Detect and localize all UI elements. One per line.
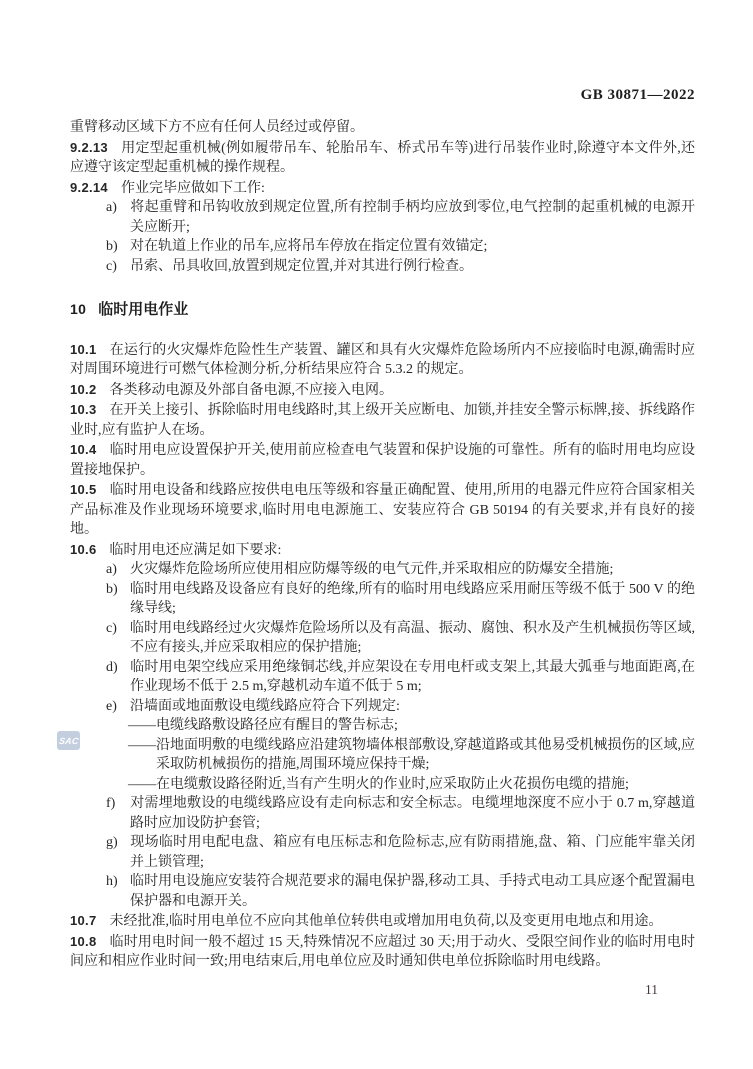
item-letter: g) xyxy=(106,835,118,850)
item-letter: d) xyxy=(106,659,118,675)
list-item xyxy=(106,198,695,237)
section-heading xyxy=(70,300,695,320)
clause xyxy=(70,911,695,932)
paragraph-text: 重臂移动区域下方不应有任何人员经过或停留。 xyxy=(70,120,364,135)
list-item xyxy=(106,237,695,257)
paragraph-text: 沿墙面或地面敷设电缆线路应符合下列规定: xyxy=(130,698,400,714)
clause xyxy=(70,138,695,178)
paragraph-text: ——沿地面明敷的电缆线路应沿建筑物墙体根部敷设,穿越道路或其他易受机械损伤的区域,应采取防机械损伤的措施,周围环境应保持干燥; xyxy=(128,737,695,772)
item-letter: b) xyxy=(106,239,118,254)
clause-number: 10.4 xyxy=(70,442,97,457)
item-letter: c) xyxy=(106,258,117,274)
paragraph-text: ——电缆线路敷设路径应有醒目的警告标志; xyxy=(128,718,398,733)
clause xyxy=(70,400,695,440)
paragraph-text: 作业完毕应做如下工作: xyxy=(120,180,265,196)
page-number: 11 xyxy=(645,982,658,997)
clause-number: 9.2.14 xyxy=(70,179,108,195)
paragraph-text: 对需埋地敷设的电缆线路应设有走向标志和安全标志。电缆埋地深度不应小于 0.7 m,穿越道路时应加设防护套管; xyxy=(130,796,695,831)
clause xyxy=(70,540,695,561)
list-item xyxy=(106,794,695,833)
paragraph-text: 未经批准,临时用电单位不应向其他单位转供电或增加用电负荷,以及变更用电地点和用途。 xyxy=(109,914,663,929)
clause xyxy=(70,440,695,480)
item-letter: b) xyxy=(106,581,118,597)
paragraph-text: 现场临时用电配电盘、箱应有电压标志和危险标志,应有防雨措施,盘、箱、门应能牢靠关闭并上锁管理; xyxy=(130,835,695,870)
paragraph-text: 对在轨道上作业的吊车,应将吊车停放在指定位置有效锚定; xyxy=(130,239,488,254)
clause-number: 10.2 xyxy=(70,381,97,397)
clause-number: 10.7 xyxy=(70,913,97,928)
list-item xyxy=(106,619,695,658)
clause xyxy=(70,178,695,199)
standard-number-header: GB 30871—2022 xyxy=(580,87,695,103)
dash-item xyxy=(128,775,695,795)
paragraph-text: 各类移动电源及外部自备电源,不应接入电网。 xyxy=(109,382,394,398)
clause-number: 10 xyxy=(70,301,87,317)
item-letter: a) xyxy=(106,562,117,577)
paragraph-text: 用定型起重机械(例如履带吊车、轮胎吊车、桥式吊车等)进行吊装作业时,除遵守本文件外,还应遵守该定型起重机械的操作规程。 xyxy=(70,140,695,175)
clause xyxy=(70,932,695,972)
clause-number: 10.6 xyxy=(70,541,97,557)
list-item xyxy=(106,872,695,911)
clause-number: 10.5 xyxy=(70,482,97,497)
paragraph-text: ——在电缆敷设路径附近,当有产生明火的作业时,应采取防止火花损伤电缆的措施; xyxy=(128,776,629,792)
item-letter: c) xyxy=(106,620,117,636)
list-item xyxy=(106,257,695,277)
list-item xyxy=(106,560,695,580)
dash-item xyxy=(128,736,695,775)
clause-number: 9.2.13 xyxy=(70,139,108,155)
sac-watermark-label: SAC xyxy=(57,735,79,746)
paragraph-text: 临时用电设施应安装符合规范要求的漏电保护器,移动工具、手持式电动工具应逐个配置漏电保护器和电源开关。 xyxy=(130,874,695,909)
list-item xyxy=(106,658,695,697)
paragraph-text: 将起重臂和吊钩收放到规定位置,所有控制手柄均应放到零位,电气控制的起重机械的电源开关应断开; xyxy=(130,200,695,235)
document-body xyxy=(70,118,695,972)
paragraph-text: 临时用电线路及设备应有良好的绝缘,所有的临时用电线路应采用耐压等级不低于 500 V 的绝缘导线; xyxy=(130,581,695,616)
paragraph-text: 在开关上接引、拆除临时用电线路时,其上级开关应断电、加锁,并挂安全警示标牌,接、拆线路作业时,应有监护人在场。 xyxy=(70,403,695,438)
paragraph-text: 临时用电时间一般不超过 15 天,特殊情况不应超过 30 天;用于动火、受限空间作业的临时用电时间应和相应作业时间一致;用电结束后,用电单位应及时通知供电单位拆除临时用电线路。 xyxy=(70,934,695,969)
section-heading-text: 临时用电作业 xyxy=(98,301,189,318)
item-letter: f) xyxy=(106,796,116,811)
paragraph-text: 临时用电设备和线路应按供电电压等级和容量正确配置、使用,所用的电器元件应符合国家相关产品标准及作业现场环境要求,临时用电电源施工、安装应符合 GB 50194 的有关要求,并有良好的接地。 xyxy=(70,483,695,537)
clause xyxy=(70,480,695,540)
clause xyxy=(70,340,695,380)
clause xyxy=(70,380,695,401)
item-letter: h) xyxy=(106,874,118,889)
dash-item xyxy=(128,716,695,736)
paragraph-text: 吊索、吊具收回,放置到规定位置,并对其进行例行检查。 xyxy=(130,258,473,274)
clause-number: 10.8 xyxy=(70,933,97,949)
paragraph-text: 火灾爆炸危险场所应使用相应防爆等级的电气元件,并采取相应的防爆安全措施; xyxy=(130,562,614,577)
item-letter: a) xyxy=(106,200,117,215)
list-item xyxy=(106,580,695,619)
item-letter: e) xyxy=(106,698,117,714)
paragraph-text: 临时用电应设置保护开关,使用前应检查电气装置和保护设施的可靠性。所有的临时用电均应设置接地保护。 xyxy=(70,443,695,478)
paragraph-text: 临时用电架空线应采用绝缘铜芯线,并应架设在专用电杆或支架上,其最大弧垂与地面距离,在作业现场不低于 2.5 m,穿越机动车道不低于 5 m; xyxy=(130,659,695,694)
paragraph-text: 临时用电还应满足如下要求: xyxy=(109,542,282,558)
list-item xyxy=(106,833,695,872)
clause-number: 10.3 xyxy=(70,402,97,417)
list-item xyxy=(106,697,695,717)
clause-number: 10.1 xyxy=(70,341,97,357)
paragraph-text: 临时用电线路经过火灾爆炸危险场所以及有高温、振动、腐蚀、积水及产生机械损伤等区域,不应有接头,并应采取相应的保护措施; xyxy=(130,620,695,655)
paragraph xyxy=(70,118,695,138)
paragraph-text: 在运行的火灾爆炸危险性生产装置、罐区和具有火灾爆炸危险场所内不应接临时电源,确需时应对周围环境进行可燃气体检测分析,分析结果应符合 5.3.2 的规定。 xyxy=(70,342,695,377)
